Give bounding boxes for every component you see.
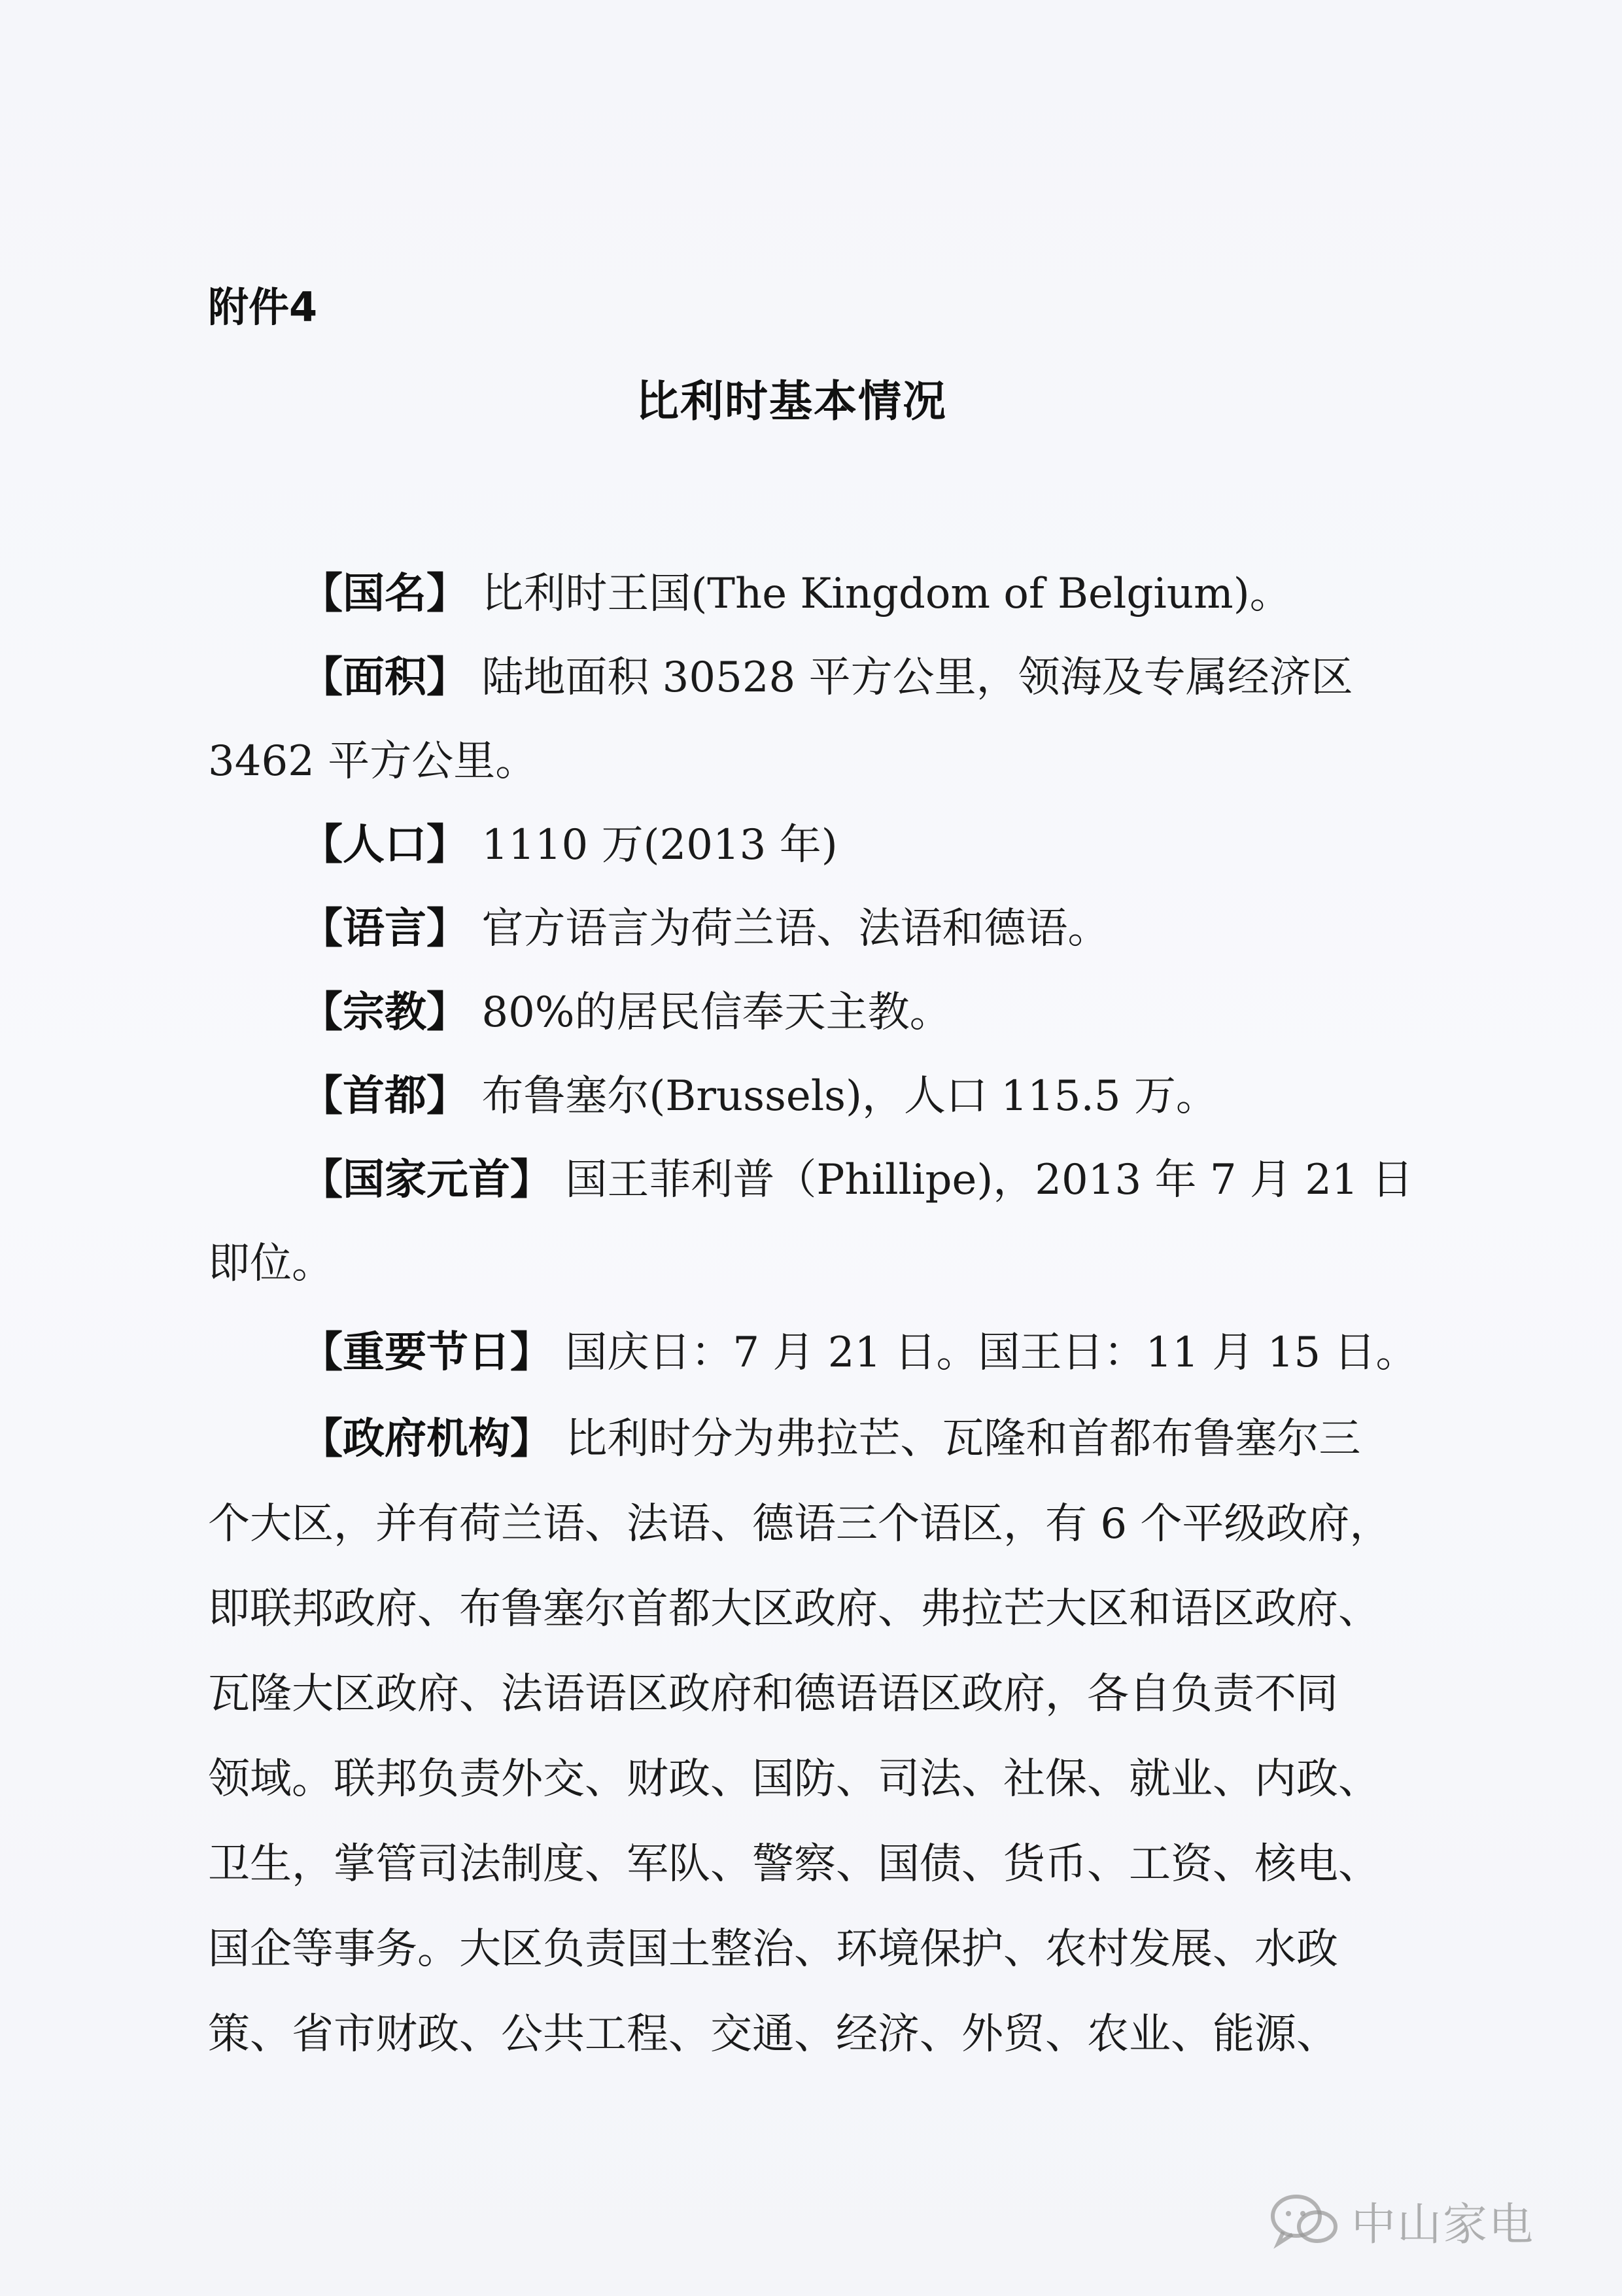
paragraph-capital [301, 1070, 1218, 1122]
government-line-8: 策、省市财政、公共工程、交通、经济、外贸、农业、能源、 [208, 2010, 1338, 2059]
paragraph-religion [301, 986, 952, 1039]
paragraph-head-of-state-cont [208, 1238, 334, 1290]
text-area-2: 3462 平方公里。 [208, 737, 538, 786]
paragraph-area [301, 652, 1353, 704]
label-holidays: 【重要节日】 [301, 1329, 552, 1377]
watermark-text: 中山家电 [1351, 2199, 1535, 2251]
text-holidays: 国庆日：7 月 21 日。国王日：11 月 15 日。 [565, 1329, 1418, 1377]
paragraph-population [301, 819, 838, 871]
text-head-of-state-1: 国王菲利普（Phillipe)，2013 年 7 月 21 日 [565, 1156, 1414, 1204]
label-country-name: 【国名】 [301, 570, 468, 618]
label-government: 【政府机构】 [301, 1415, 552, 1463]
watermark [1269, 2185, 1570, 2257]
label-religion: 【宗教】 [301, 988, 468, 1037]
text-religion: 80%的居民信奉天主教。 [481, 988, 952, 1037]
government-line-4: 瓦隆大区政府、法语语区政府和德语语区政府，各自负责不同 [208, 1670, 1338, 1718]
government-line-6: 卫生，掌管司法制度、军队、警察、国债、货币、工资、核电、 [208, 1840, 1380, 1888]
paragraph-country-name [301, 568, 1292, 620]
document-title: 比利时基本情况 [636, 376, 947, 426]
label-language: 【语言】 [301, 905, 468, 953]
paragraph-government [301, 1413, 1360, 1465]
government-line-3: 即联邦政府、布鲁塞尔首都大区政府、弗拉芒大区和语区政府、 [208, 1585, 1380, 1633]
label-area: 【面积】 [301, 653, 468, 702]
text-government-1: 比利时分为弗拉芒、瓦隆和首都布鲁塞尔三 [565, 1415, 1361, 1463]
wechat-icon [1269, 2191, 1341, 2250]
government-line-7: 国企等事务。大区负责国土整治、环境保护、农村发展、水政 [208, 1925, 1338, 1974]
label-capital: 【首都】 [301, 1072, 468, 1121]
attachment-label: 附件4 [208, 283, 318, 331]
government-line-5: 领域。联邦负责外交、财政、国防、司法、社保、就业、内政、 [208, 1755, 1380, 1803]
text-language: 官方语言为荷兰语、法语和德语。 [481, 905, 1110, 953]
text-area-1: 陆地面积 30528 平方公里，领海及专属经济区 [481, 653, 1353, 702]
label-head-of-state: 【国家元首】 [301, 1156, 552, 1204]
paragraph-area-cont [208, 735, 537, 788]
paragraph-language [301, 903, 1109, 955]
text-country-name: 比利时王国(The Kingdom of Belgium)。 [481, 570, 1292, 618]
text-population: 1110 万(2013 年) [481, 821, 838, 869]
text-head-of-state-2: 即位。 [208, 1240, 334, 1288]
text-capital: 布鲁塞尔(Brussels)，人口 115.5 万。 [481, 1072, 1218, 1121]
paragraph-holidays [301, 1327, 1417, 1379]
government-line-2: 个大区，并有荷兰语、法语、德语三个语区，有 6 个平级政府， [208, 1500, 1392, 1548]
paragraph-head-of-state [301, 1154, 1413, 1206]
label-population: 【人口】 [301, 821, 468, 869]
